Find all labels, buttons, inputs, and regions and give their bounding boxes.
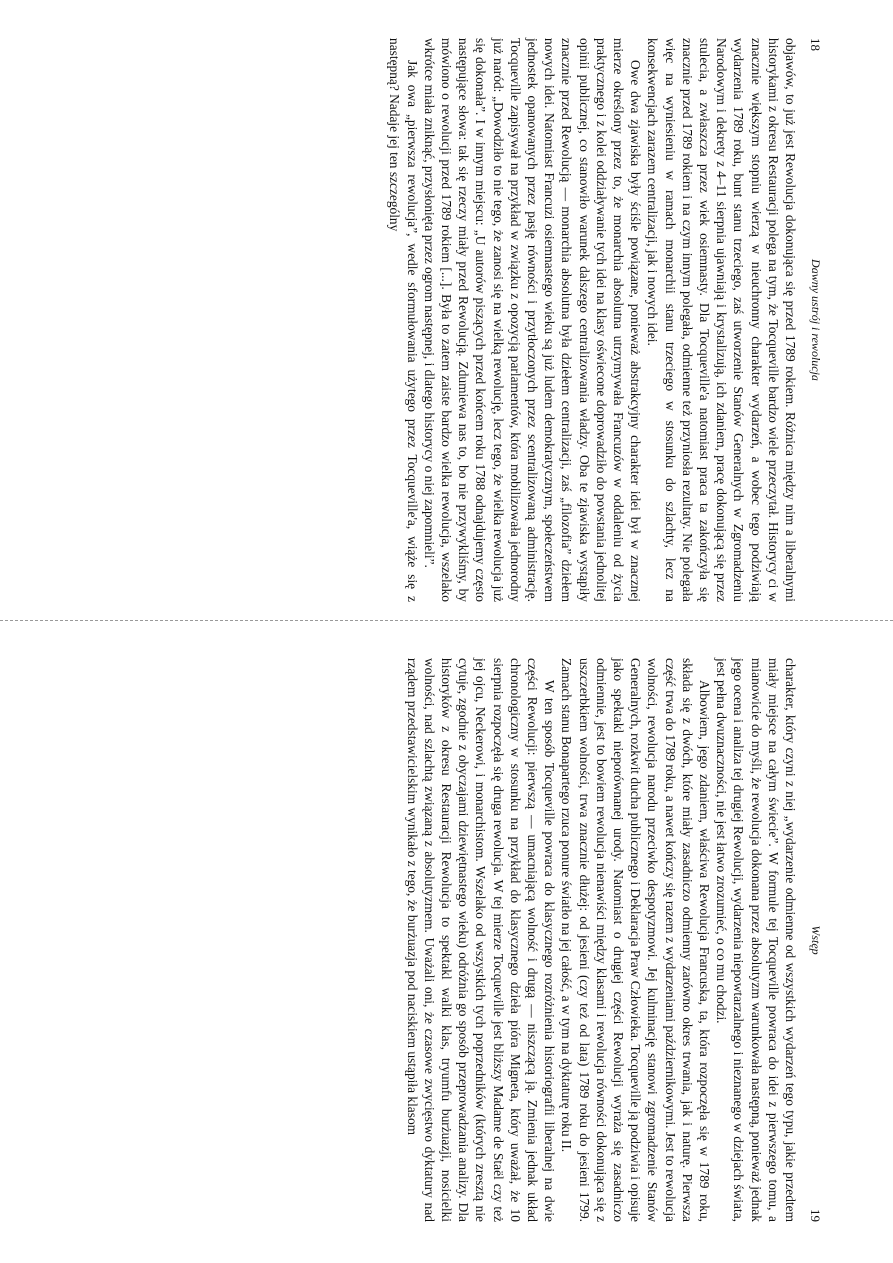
paragraph: Owe dwa zjawiska były ściśle powiązane, ponieważ abstrakcyjny charakter idei był w znacznej mierze określony przez to, że monarchia absolutna utrzymywała Francuzów w oddaleniu od życia praktycznego i z kolei oddziaływanie tych idei na klasy oświecone doprowadziło do powstania jednolitej opinii publicznej, co stanowiło warunek dalszego centralizowania władzy. Oba te zjawiska wystąpiły znacznie przed Rewolucją — monarchia absolutna była dziełem centralizacji, zaś „filozofia” dziełem nowych idei. Natomiast Francuzi osiemnastego wieku są już ludem demokratycznym, społeczeństwem jednostek opanowanych przez pasję równości i przytłoczonych przez scentralizowaną administrację. Tocqueville zapisywał na przykład w związku z opozycją parlamentów, która mobilizowała jednorodny już naród: „Dowodziło to nie tego, że zanosi się na wielką rewolucję, lecz tego, że wielka rewolucja już się dokonała”. I w innym miejscu: „U autorów piszących przed końcem roku 1788 odnajdujemy często następujące słowa: tak się rzeczy miały przed Rewolucją. Zdumiewa nas to, bo nie przywykliśmy, by mówiono o rewolucji przed 1789 rokiem [...]. Była to zatem zaiste bardzo wielka rewolucja, wszelako wkrótce miała zniknąć, przysłonięta przez ogrom następnej, i dlatego historycy o niej zapomnieli”. bbox=[421, 38, 644, 602]
left-page-body bbox=[386, 38, 799, 602]
right-running-title: Wstęp bbox=[809, 925, 823, 955]
right-page bbox=[0, 640, 893, 1240]
left-page-number: 18 bbox=[808, 38, 823, 51]
paragraph: objawów, to już jest Rewolucja dokonująca się przed 1789 rokiem. Różnica między nim a liberalnymi historykami z okresu Restauracji polega na tym, że Tocqueville bardzo wiele przeczytał. Historycy ci w znacznie większym stopniu wierzą w nieuchronny charakter wydarzeń, a wobec tego podziwiają wydarzenia 1789 roku, bunt stanu trzeciego, zaś utworzenie Stanów Generalnych w Zgromadzeniu Narodowym i dekrety z 4–11 sierpnia ujawniają i krystalizują, ich zdaniem, pracę dokonującą się przez stulecia, a zwłaszcza przez wiek osiemnasty. Dla Tocqueville'a natomiast praca ta zakończyła się znacznie przed 1789 rokiem i na czym innym polegała, odmienne też przyniosła rezultaty. Nie polegała więc na wyniesieniu w ramach monarchii stanu trzeciego w stosunku do szlachty, lecz na konsekwencjach zarazem centralizacji, jak i nowych idei. bbox=[645, 38, 798, 602]
page-gutter-divider bbox=[0, 620, 893, 621]
left-page-header bbox=[801, 38, 823, 602]
paragraph: Albowiem, jego zdaniem, właściwa Rewolucja Francuska, ta, która rozpoczęła się w 1789 roku, składa się z dwóch, które miały zasadniczo odmienny zarówno okres trwania, jak i naturę. Pierwsza część trwa do 1789 roku, a nawet kończy się razem z wydarzeniami październikowymi. Jest to rewolucja wolności, rewolucja narodu przeciwko despotyzmowi. Jej kulminację stanowi zgromadzenie Stanów Generalnych, rozkwit ducha publicznego i Deklaracja Praw Człowieka. Tocqueville ją podziwia i opisuje jako spektakl nieporównanej urody. Natomiast o drugiej części Rewolucji wyraża się zasadniczo odmiennie, jest to bowiem rewolucja nienawiści między klasami i rewolucja równości dokonująca się z uszczerbkiem wolności, trwa znacznie dłużej: od jesieni (czy też od lata) 1789 roku do jesieni 1799. Zamach stanu Bonapartego rzuca ponure światło na jej całość, a w tym na dyktaturę roku II. bbox=[559, 658, 712, 1223]
right-page-body bbox=[403, 658, 799, 1222]
left-running-title: Dawny ustrój i rewolucja bbox=[809, 259, 823, 381]
paragraph: Jak owa „pierwsza rewolucja”, wedle sformułowania użytego przez Tocqueville'a, wiąże się z następną? Nadaje jej ten szczególny bbox=[387, 38, 420, 602]
paragraph: charakter, który czyni z niej „wydarzenie odmienne od wszystkich wydarzeń tego typu, jakie przedtem miały miejsce na całym świecie”. W formule tej Tocqueville powraca do idei z pierwszego tomu, a mianowicie do myśli, że rewolucja dokonana przez absolutyzm warunkowała następną, ponieważ jednak jego ocena i analiza tej drugiej Rewolucji, wydarzenia niepowtarzalnego i nieznanego w dziejach świata, jest pełna dwuznaczności, nie jest łatwo zrozumieć, o co mu chodzi. bbox=[714, 658, 798, 1222]
paragraph: W ten sposób Tocqueville powraca do klasycznego rozróżnienia historiografii liberalnej na dwie części Rewolucji: pierwszą — umacniającą wolność i drugą — niszczącą ją. Zmienia jednak układ chronologiczny w stosunku na przykład do klasycznego dzieła pióra Migneta, który uważał, że 10 sierpnia rozpoczęła się druga rewolucja. W tej mierze Tocqueville jest bliższy Madame de Staël czy też jej ojcu, Neckerowi, i monarchistom. Wszelako od wszystkich tych poprzedników (których zresztą nie cytuje, zgodnie z obyczajami dziewiętnastego wieku) odróżnia go sposób przeprowadzania analizy. Dla historyków z okresu Restauracji Rewolucja to spektakl walki klas, tryumfu burżuazji, nosicielki wolności, nad szlachtą związaną z absolutyzmem. Uważali oni, że czasowe zwycięstwo dyktatury nad rządem przedstawicielskim wynikało z tego, że burżuazja pod naciskiem ustąpiła klasom bbox=[404, 658, 558, 1222]
right-page-header bbox=[801, 658, 823, 1222]
left-page bbox=[0, 20, 893, 620]
right-page-number: 19 bbox=[808, 1209, 823, 1222]
